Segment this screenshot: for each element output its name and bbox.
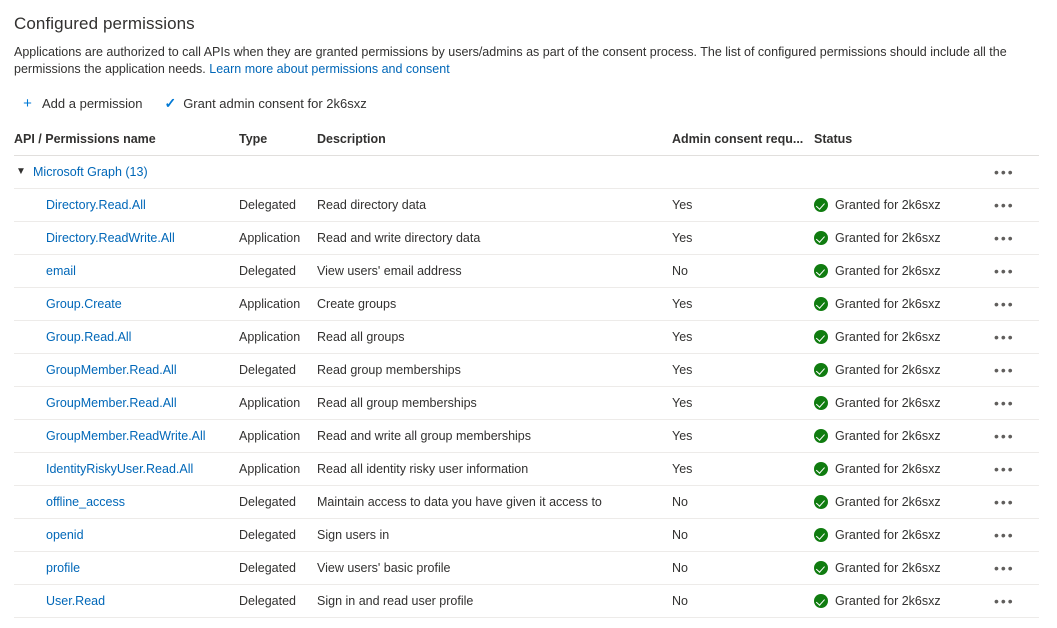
permission-name-cell bbox=[14, 387, 239, 420]
permission-admin-consent-cell: No bbox=[672, 255, 814, 288]
permission-name-link[interactable]: Directory.Read.All bbox=[46, 198, 146, 212]
permission-description-cell: Read group memberships bbox=[317, 354, 672, 387]
more-actions-icon[interactable]: ••• bbox=[994, 197, 1015, 213]
permission-name-cell bbox=[14, 321, 239, 354]
group-name-cell bbox=[14, 156, 994, 189]
permission-type-cell: Application bbox=[239, 288, 317, 321]
permission-name-link[interactable]: User.Read bbox=[46, 594, 106, 608]
permission-status-cell bbox=[814, 453, 994, 486]
row-actions-cell bbox=[994, 519, 1039, 552]
permission-type-cell: Application bbox=[239, 222, 317, 255]
permission-status-label: Granted for 2k6sxz bbox=[835, 330, 941, 344]
permission-status-label: Granted for 2k6sxz bbox=[835, 198, 941, 212]
permission-status-label: Granted for 2k6sxz bbox=[835, 264, 941, 278]
row-actions-cell bbox=[994, 585, 1039, 618]
column-header-status[interactable]: Status bbox=[814, 128, 994, 156]
permission-type-cell: Delegated bbox=[239, 354, 317, 387]
permission-name-cell bbox=[14, 222, 239, 255]
grant-admin-consent-label: Grant admin consent for 2k6sxz bbox=[183, 95, 367, 111]
permission-name-cell bbox=[14, 420, 239, 453]
permission-status-label: Granted for 2k6sxz bbox=[835, 396, 941, 410]
row-actions-cell bbox=[994, 486, 1039, 519]
permission-name-link[interactable]: offline_access bbox=[46, 495, 125, 509]
permission-status-label: Granted for 2k6sxz bbox=[835, 528, 941, 542]
success-check-icon bbox=[814, 363, 828, 377]
success-check-icon bbox=[814, 264, 828, 278]
permission-description-cell: Create groups bbox=[317, 288, 672, 321]
success-check-icon bbox=[814, 198, 828, 212]
page-description bbox=[14, 44, 1014, 78]
permission-status-cell bbox=[814, 585, 994, 618]
permission-type-cell: Delegated bbox=[239, 255, 317, 288]
permission-name-link[interactable]: IdentityRiskyUser.Read.All bbox=[46, 462, 194, 476]
table-row[interactable] bbox=[14, 486, 1039, 519]
permission-status-label: Granted for 2k6sxz bbox=[835, 429, 941, 443]
chevron-down-icon[interactable]: ▼ bbox=[16, 165, 26, 177]
permission-description-cell: Read and write all group memberships bbox=[317, 420, 672, 453]
add-permission-label: Add a permission bbox=[42, 95, 143, 111]
permission-status-label: Granted for 2k6sxz bbox=[835, 495, 941, 509]
permission-name-cell bbox=[14, 453, 239, 486]
success-check-icon bbox=[814, 594, 828, 608]
column-header-actions bbox=[994, 128, 1039, 156]
row-actions-cell bbox=[994, 288, 1039, 321]
success-check-icon bbox=[814, 528, 828, 542]
table-row[interactable] bbox=[14, 453, 1039, 486]
table-header-row bbox=[14, 128, 1039, 156]
grant-admin-consent-button[interactable] bbox=[164, 95, 366, 112]
row-actions-cell bbox=[994, 354, 1039, 387]
permission-name-cell bbox=[14, 552, 239, 585]
row-actions-cell bbox=[994, 255, 1039, 288]
checkmark-icon: ✓ bbox=[164, 94, 177, 111]
permission-name-link[interactable]: GroupMember.ReadWrite.All bbox=[46, 429, 206, 443]
permission-description-cell: Read all identity risky user information bbox=[317, 453, 672, 486]
success-check-icon bbox=[814, 396, 828, 410]
more-actions-icon[interactable]: ••• bbox=[994, 263, 1015, 279]
permission-type-cell: Application bbox=[239, 453, 317, 486]
permission-description-cell: Read all groups bbox=[317, 321, 672, 354]
permission-name-cell bbox=[14, 519, 239, 552]
permission-status-cell bbox=[814, 519, 994, 552]
permission-admin-consent-cell: Yes bbox=[672, 387, 814, 420]
permission-status-cell bbox=[814, 354, 994, 387]
more-actions-icon[interactable]: ••• bbox=[994, 395, 1015, 411]
permission-status-cell bbox=[814, 222, 994, 255]
table-row[interactable] bbox=[14, 321, 1039, 354]
permission-description-cell: Read directory data bbox=[317, 189, 672, 222]
permission-admin-consent-cell: Yes bbox=[672, 420, 814, 453]
success-check-icon bbox=[814, 429, 828, 443]
row-actions-cell bbox=[994, 453, 1039, 486]
more-actions-icon[interactable]: ••• bbox=[994, 428, 1015, 444]
row-actions-cell bbox=[994, 222, 1039, 255]
permission-name-link[interactable]: Directory.ReadWrite.All bbox=[46, 231, 175, 245]
permission-admin-consent-cell: Yes bbox=[672, 189, 814, 222]
permission-status-label: Granted for 2k6sxz bbox=[835, 462, 941, 476]
permission-status-label: Granted for 2k6sxz bbox=[835, 561, 941, 575]
group-name-label[interactable]: Microsoft Graph (13) bbox=[33, 165, 148, 179]
permission-status-label: Granted for 2k6sxz bbox=[835, 363, 941, 377]
permission-status-cell bbox=[814, 321, 994, 354]
success-check-icon bbox=[814, 330, 828, 344]
column-header-admin-consent[interactable]: Admin consent requ... bbox=[672, 128, 814, 156]
learn-more-link[interactable]: Learn more about permissions and consent bbox=[209, 62, 450, 76]
more-actions-icon[interactable]: ••• bbox=[994, 296, 1015, 312]
permission-name-link[interactable]: profile bbox=[46, 561, 81, 575]
permission-type-cell: Application bbox=[239, 420, 317, 453]
table-row[interactable] bbox=[14, 189, 1039, 222]
row-actions-cell bbox=[994, 552, 1039, 585]
table-group-row-microsoft-graph[interactable] bbox=[14, 156, 1039, 189]
permission-status-label: Granted for 2k6sxz bbox=[835, 297, 941, 311]
permission-status-cell bbox=[814, 288, 994, 321]
permission-admin-consent-cell: Yes bbox=[672, 453, 814, 486]
permission-type-cell: Delegated bbox=[239, 189, 317, 222]
permission-name-link[interactable]: Group.Create bbox=[46, 297, 122, 311]
permission-admin-consent-cell: Yes bbox=[672, 321, 814, 354]
permission-admin-consent-cell: Yes bbox=[672, 354, 814, 387]
permission-status-cell bbox=[814, 486, 994, 519]
permissions-table-body bbox=[14, 156, 1039, 618]
permission-name-link[interactable]: GroupMember.Read.All bbox=[46, 396, 177, 410]
permission-type-cell: Application bbox=[239, 321, 317, 354]
permission-name-cell bbox=[14, 189, 239, 222]
permission-description-cell: Read and write directory data bbox=[317, 222, 672, 255]
table-row[interactable] bbox=[14, 585, 1039, 618]
group-actions-cell bbox=[994, 156, 1039, 189]
permission-name-link[interactable]: GroupMember.Read.All bbox=[46, 363, 177, 377]
command-bar bbox=[20, 92, 1041, 114]
table-row[interactable] bbox=[14, 552, 1039, 585]
more-actions-icon[interactable]: ••• bbox=[994, 362, 1015, 378]
permission-admin-consent-cell: Yes bbox=[672, 222, 814, 255]
permission-type-cell: Delegated bbox=[239, 585, 317, 618]
permission-name-cell bbox=[14, 354, 239, 387]
permission-description-cell: Read all group memberships bbox=[317, 387, 672, 420]
permission-name-link[interactable]: email bbox=[46, 264, 76, 278]
permission-status-cell bbox=[814, 387, 994, 420]
permission-description-cell: View users' basic profile bbox=[317, 552, 672, 585]
success-check-icon bbox=[814, 495, 828, 509]
permission-type-cell: Delegated bbox=[239, 486, 317, 519]
table-row[interactable] bbox=[14, 420, 1039, 453]
permission-type-cell: Application bbox=[239, 387, 317, 420]
more-actions-icon[interactable]: ••• bbox=[994, 230, 1015, 246]
more-actions-icon[interactable]: ••• bbox=[994, 527, 1015, 543]
permission-admin-consent-cell: No bbox=[672, 486, 814, 519]
permission-status-cell bbox=[814, 255, 994, 288]
permission-admin-consent-cell: No bbox=[672, 552, 814, 585]
permission-name-cell bbox=[14, 585, 239, 618]
permission-description-cell: View users' email address bbox=[317, 255, 672, 288]
more-actions-icon[interactable]: ••• bbox=[994, 164, 1015, 180]
permission-admin-consent-cell: Yes bbox=[672, 288, 814, 321]
more-actions-icon[interactable]: ••• bbox=[994, 461, 1015, 477]
plus-icon: + bbox=[23, 94, 32, 112]
row-actions-cell bbox=[994, 189, 1039, 222]
permission-status-cell bbox=[814, 552, 994, 585]
table-row[interactable] bbox=[14, 354, 1039, 387]
permission-status-label: Granted for 2k6sxz bbox=[835, 231, 941, 245]
page-description-text: Applications are authorized to call APIs when they are granted permissions by users/admins as part of the consent process. The list of configured permissions should include all the permissions the application needs. bbox=[14, 45, 1007, 76]
column-header-name[interactable]: API / Permissions name bbox=[14, 128, 239, 156]
column-header-type[interactable]: Type bbox=[239, 128, 317, 156]
permission-type-cell: Delegated bbox=[239, 552, 317, 585]
permission-admin-consent-cell: No bbox=[672, 585, 814, 618]
row-actions-cell bbox=[994, 321, 1039, 354]
permission-admin-consent-cell: No bbox=[672, 519, 814, 552]
column-header-description[interactable]: Description bbox=[317, 128, 672, 156]
success-check-icon bbox=[814, 297, 828, 311]
permission-status-cell bbox=[814, 189, 994, 222]
more-actions-icon[interactable]: ••• bbox=[994, 560, 1015, 576]
row-actions-cell bbox=[994, 420, 1039, 453]
add-permission-button[interactable] bbox=[20, 96, 142, 111]
permission-description-cell: Sign users in bbox=[317, 519, 672, 552]
permission-type-cell: Delegated bbox=[239, 519, 317, 552]
permission-description-cell: Maintain access to data you have given it access to bbox=[317, 486, 672, 519]
table-row[interactable] bbox=[14, 387, 1039, 420]
success-check-icon bbox=[814, 561, 828, 575]
permission-name-cell bbox=[14, 255, 239, 288]
table-row[interactable] bbox=[14, 255, 1039, 288]
permission-name-cell bbox=[14, 486, 239, 519]
page-title: Configured permissions bbox=[14, 14, 195, 33]
permission-name-cell bbox=[14, 288, 239, 321]
permission-status-label: Granted for 2k6sxz bbox=[835, 594, 941, 608]
more-actions-icon[interactable]: ••• bbox=[994, 329, 1015, 345]
permissions-table bbox=[14, 128, 1039, 618]
table-row[interactable] bbox=[14, 519, 1039, 552]
table-row[interactable] bbox=[14, 288, 1039, 321]
row-actions-cell bbox=[994, 387, 1039, 420]
table-row[interactable] bbox=[14, 222, 1039, 255]
more-actions-icon[interactable]: ••• bbox=[994, 494, 1015, 510]
permission-description-cell: Sign in and read user profile bbox=[317, 585, 672, 618]
permission-name-link[interactable]: openid bbox=[46, 528, 84, 542]
permission-name-link[interactable]: Group.Read.All bbox=[46, 330, 132, 344]
permission-status-cell bbox=[814, 420, 994, 453]
success-check-icon bbox=[814, 231, 828, 245]
more-actions-icon[interactable]: ••• bbox=[994, 593, 1015, 609]
success-check-icon bbox=[814, 462, 828, 476]
